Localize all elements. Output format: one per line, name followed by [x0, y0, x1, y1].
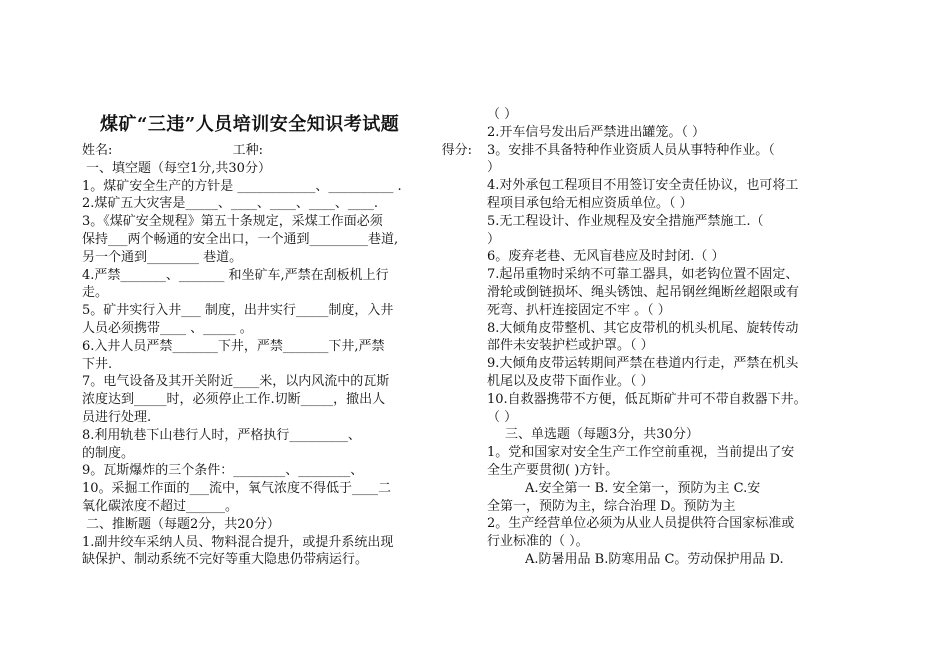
question-line: （ ） — [487, 107, 518, 122]
question-line: 死弯、扒杆连接固定不牢 。（ ） — [487, 302, 671, 318]
question-line: 5.无工程设计、作业规程及安全措施严禁施工.（ — [487, 213, 764, 229]
name-label: 姓名: — [82, 143, 113, 158]
question-line: 4.严禁_______、_______ 和坐矿车,严禁在刮板机上行 — [82, 267, 389, 283]
question-line: 10.自救器携带不方便，低瓦斯矿井可不带自救器下井。 — [487, 391, 807, 407]
question-line: 部件未安装护栏或护罩。（ ） — [487, 338, 654, 354]
question-line: 3。《煤矿安全规程》第五十条规定，采煤工作面必须 — [82, 214, 383, 230]
header-row — [82, 142, 472, 160]
score-label: 得分: — [441, 143, 472, 158]
exam-title: 煤矿“三违”人员培训安全知识考试题 — [100, 114, 400, 135]
question-line: 人员必须携带____ 、_____ 。 — [82, 320, 253, 336]
left-column — [82, 142, 472, 569]
question-line: 行业标准的（ ）。 — [487, 534, 589, 550]
question-line: 6.入井人员严禁_______下井，严禁_______下井,严禁 — [82, 338, 385, 354]
question-line: 1。煤矿安全生产的方针是 ____________、__________ . — [82, 178, 402, 194]
question-line: 7。电气设备及其开关附近____米，以内风流中的瓦斯 — [82, 374, 390, 390]
question-line: 8.利用轨巷下山巷行人时，严格执行_________、 — [82, 427, 361, 443]
section-single-choice-heading: 三、单选题（每题3分，共30分） — [505, 427, 699, 443]
question-line: 另一个通到________ 巷道。 — [82, 249, 243, 265]
question-line: 机尾以及皮带下面作业。（ ） — [487, 373, 654, 389]
answer-options: A.安全第一 B. 安全第一，预防为主 C.安 — [525, 480, 761, 496]
question-line: 保持___两个畅通的安全出口，一个通到_________巷道, — [82, 231, 399, 247]
question-line: 氧化碳浓度不超过______。 — [82, 498, 239, 514]
question-line: 员进行处理. — [82, 409, 152, 425]
question-line: 3。安排不具备特种作业资质人员从事特种作业。（ — [487, 142, 775, 158]
question-line: 9.大倾角皮带运转期间严禁在巷道内行走，严禁在机头 — [487, 356, 799, 372]
question-line: 缺保护、制动系统不完好等重大隐患仍带病运行。 — [82, 552, 369, 568]
question-line: 浓度达到_____时，必须停止工作.切断_____，撤出人 — [82, 392, 386, 408]
section-judgement-heading: 二、推断题（每题2分，共20分） — [86, 516, 280, 532]
question-line: 程项目承包给无相应资质单位。（ ） — [487, 195, 693, 211]
question-line: 9。瓦斯爆炸的三个条件：________、________、 — [82, 463, 364, 479]
question-line: 7.起吊重物时采纳不可靠工器具，如老钩位置不固定、 — [487, 267, 799, 283]
question-line: 8.大倾角皮带整机、其它皮带机的机头机尾、旋转传动 — [487, 320, 799, 336]
question-line: ） — [487, 231, 501, 247]
question-line: 2.煤矿五大灾害是_____、____、____、____、____. — [82, 196, 379, 212]
question-line: （ ） — [487, 409, 518, 425]
answer-options: A.防暑用品 B.防寒用品 C。劳动保护用品 D. — [525, 551, 784, 567]
question-line: 10。采掘工作面的___流中，氧气浓度不得低于____二 — [82, 481, 392, 497]
answer-options: 全第一，预防为主，综合治理 D。预防为主 — [487, 498, 736, 514]
question-line: 滑轮或倒链损坏、绳头锈蚀、起吊钢丝绳断丝超限或有 — [487, 284, 800, 300]
job-label: 工种: — [232, 143, 264, 158]
question-line: 的制度。 — [82, 445, 135, 461]
question-line: 5。矿井实行入井___ 制度，出井实行_____制度，入井 — [82, 303, 394, 319]
question-line: 6。废弃老巷、无风盲巷应及时封闭.（ ） — [487, 249, 725, 265]
question-line: 4.对外承包工程项目不用签订安全责任协议，也可将工 — [487, 178, 799, 194]
question-line: 全生产要贯彻( )方针。 — [487, 462, 619, 478]
question-line: 下井. — [82, 356, 113, 372]
question-line: ） — [487, 160, 501, 176]
question-line: 2.开车信号发出后严禁进出罐笼。（ ） — [487, 124, 706, 140]
question-line: 走。 — [82, 285, 109, 301]
section-fill-blank-heading: 一、填空题（每空1分,共30分） — [86, 160, 271, 176]
question-line: 2。生产经营单位必须为从业人员提供符合国家标准或 — [487, 516, 795, 532]
right-column — [487, 106, 875, 569]
question-line: 1.副井绞车采纳人员、物料混合提升，或提升系统出现 — [82, 534, 394, 550]
question-line: 1。党和国家对安全生产工作空前重视，当前提出了安 — [487, 445, 795, 461]
